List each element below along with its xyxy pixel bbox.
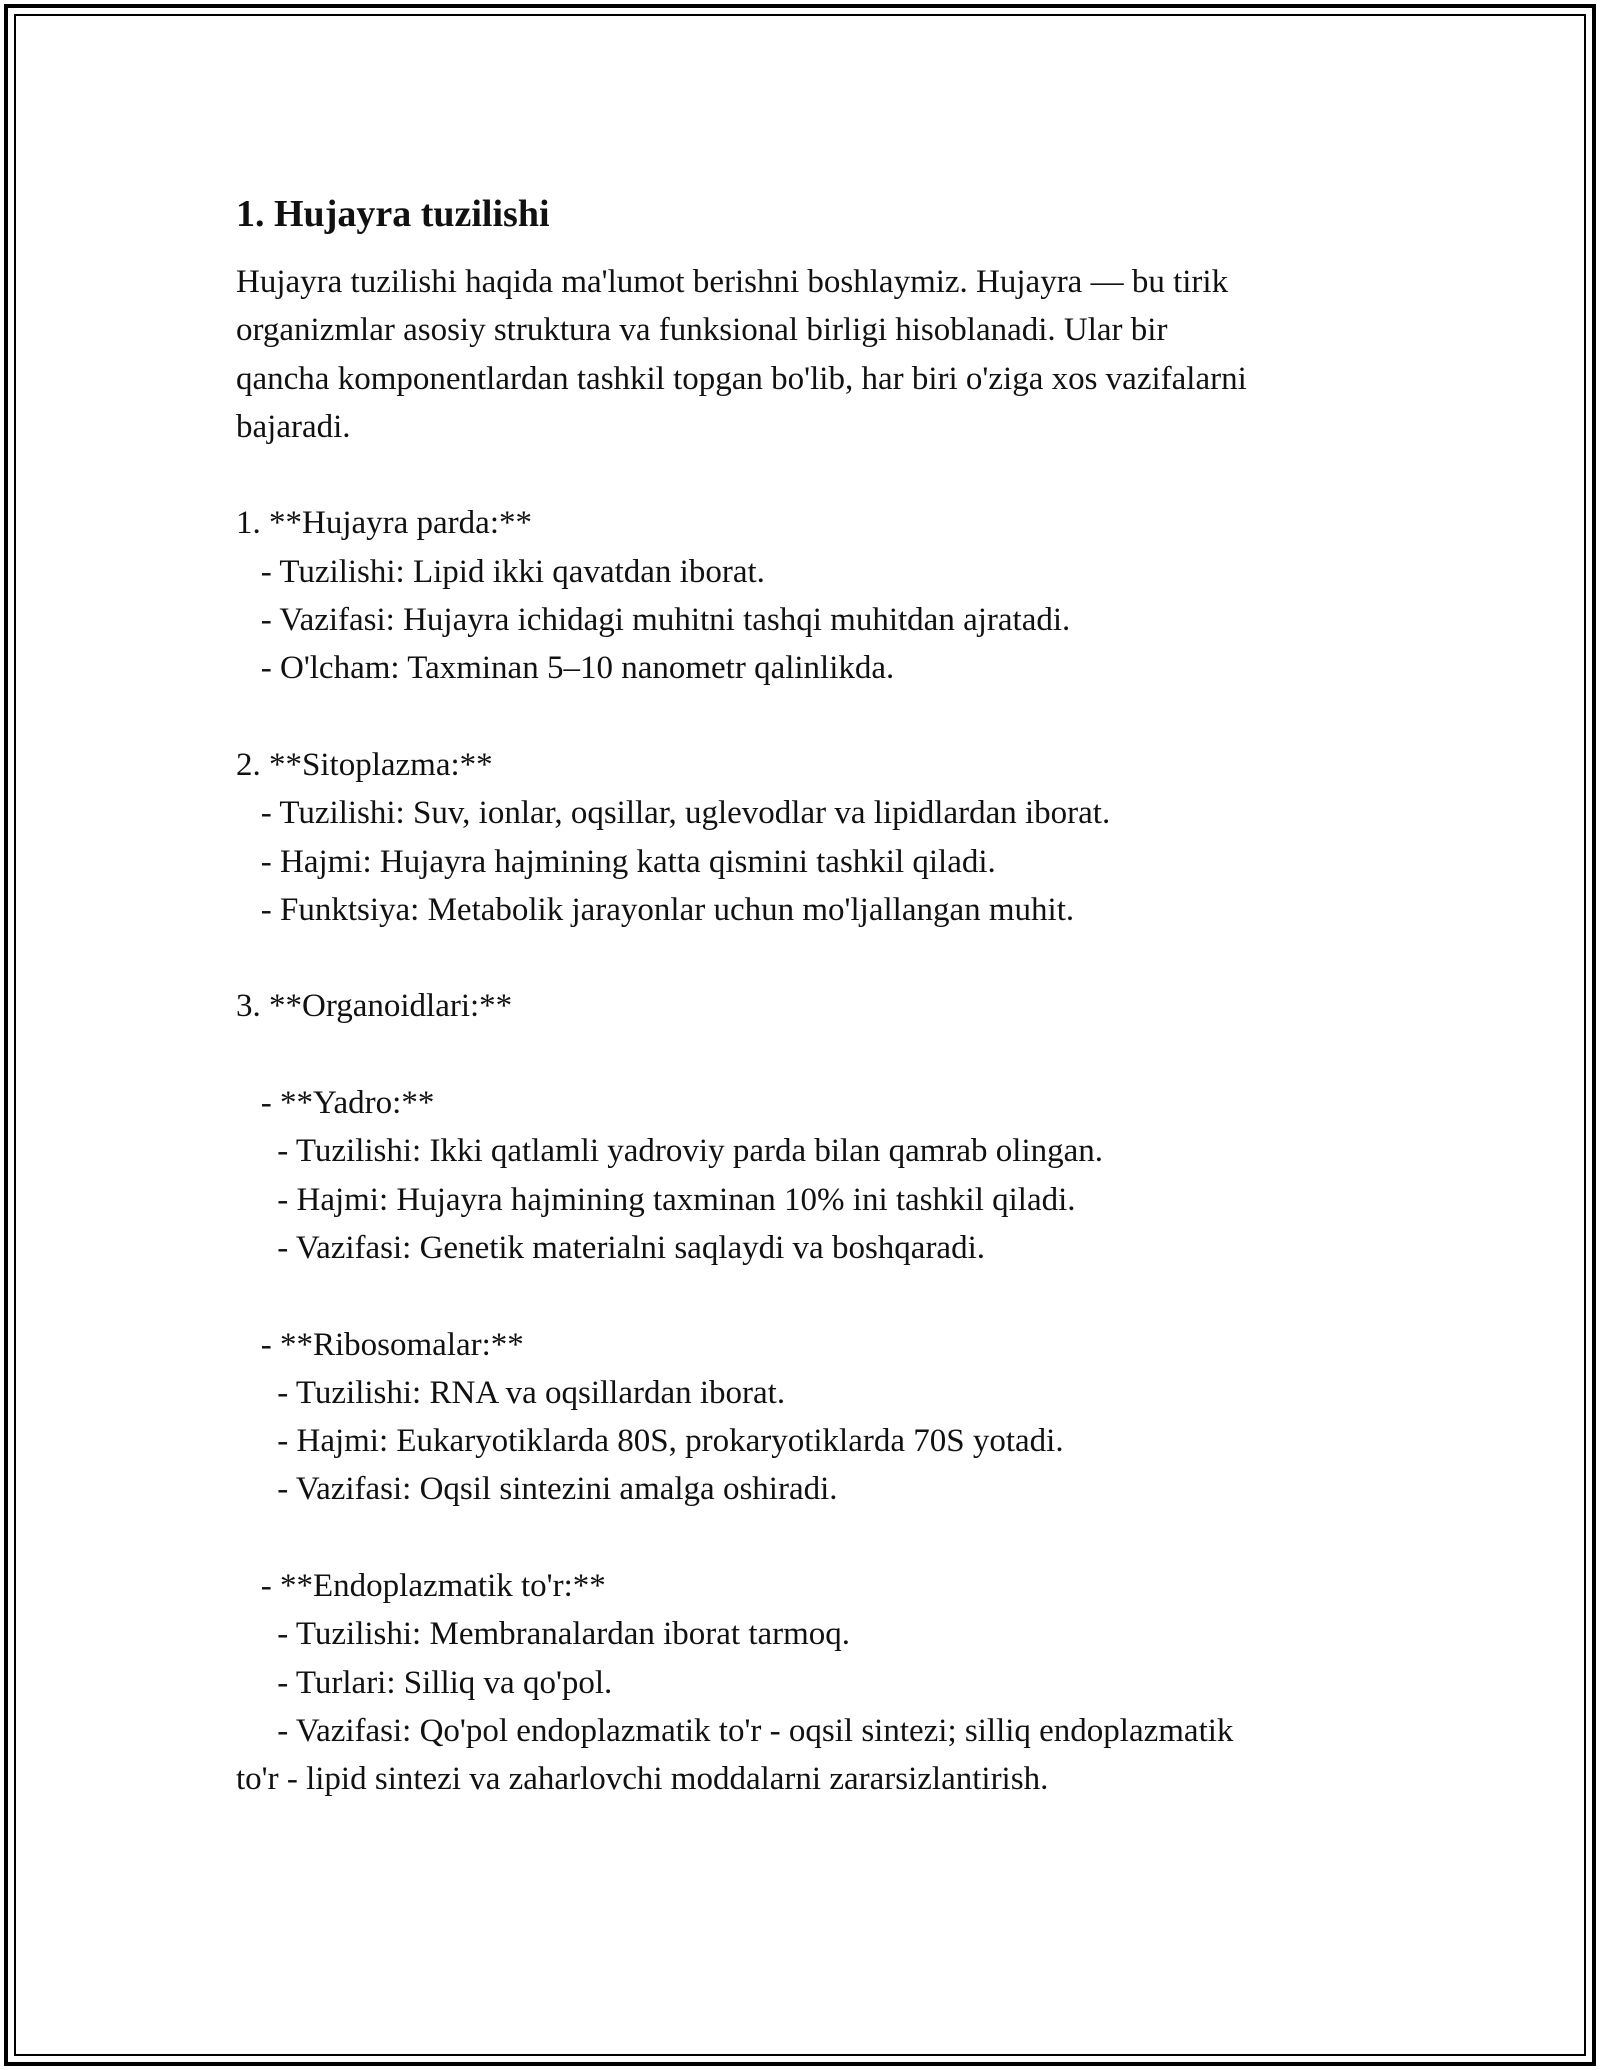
text-line: - Hajmi: Hujayra hajmining katta qismini tashkil qiladi.	[236, 843, 996, 880]
text-line: organizmlar asosiy struktura va funksional birligi hisoblanadi. Ular bir	[236, 312, 1168, 349]
text-line: - Tuzilishi: Ikki qatlamli yadroviy parda bilan qamrab olingan.	[236, 1133, 1104, 1170]
text-line: qancha komponentlardan tashkil topgan bo'lib, har biri o'ziga xos vazifalarni	[236, 360, 1247, 397]
text-line: to'r - lipid sintezi va zaharlovchi moddalarni zararsizlantirish.	[236, 1761, 1049, 1798]
text-line: 2. **Sitoplazma:**	[236, 746, 493, 783]
text-line: - Vazifasi: Oqsil sintezini amalga oshiradi.	[236, 1471, 838, 1508]
text-line: - Vazifasi: Qo'pol endoplazmatik to'r - oqsil sintezi; silliq endoplazmatik	[236, 1712, 1234, 1749]
text-line: - Turlari: Silliq va qo'pol.	[236, 1664, 613, 1701]
text-line: - **Yadro:**	[236, 1085, 435, 1122]
text-line: bajaradi.	[236, 408, 351, 445]
text-line: - Tuzilishi: RNA va oqsillardan iborat.	[236, 1374, 786, 1411]
text-line: Hujayra tuzilishi haqida ma'lumot berishni boshlaymiz. Hujayra — bu tirik	[236, 264, 1229, 300]
text-line: - Funktsiya: Metabolik jarayonlar uchun mo'ljallangan muhit.	[236, 891, 1075, 928]
blank-line	[236, 1272, 1366, 1320]
text-line: - Tuzilishi: Membranalardan iborat tarmoq.	[236, 1616, 851, 1653]
text-line: 1. **Hujayra parda:**	[236, 505, 532, 542]
text-line: 3. **Organoidlari:**	[236, 988, 513, 1025]
text-line: - Hajmi: Eukaryotiklarda 80S, prokaryotiklarda 70S yotadi.	[236, 1423, 1064, 1460]
blank-line	[236, 1514, 1366, 1562]
text-line: - **Endoplazmatik to'r:**	[236, 1568, 606, 1605]
blank-line	[236, 451, 1366, 499]
blank-line	[236, 1031, 1366, 1079]
text-line: - **Ribosomalar:**	[236, 1326, 524, 1363]
blank-line	[236, 693, 1366, 741]
text-line: - Vazifasi: Genetik materialni saqlaydi va boshqaradi.	[236, 1229, 985, 1266]
text-line: - Vazifasi: Hujayra ichidagi muhitni tashqi muhitdan ajratadi.	[236, 602, 1071, 639]
text-line: - Tuzilishi: Suv, ionlar, oqsillar, uglevodlar va lipidlardan iborat.	[236, 795, 1111, 832]
text-line: - O'lcham: Taxminan 5–10 nanometr qalinlikda.	[236, 650, 895, 687]
blank-line	[236, 934, 1366, 982]
document-body	[236, 258, 1366, 1804]
text-line: - Hajmi: Hujayra hajmining taxminan 10% ini tashkil qiladi.	[236, 1181, 1076, 1218]
text-line: - Tuzilishi: Lipid ikki qavatdan iborat.	[236, 553, 765, 590]
section-heading: 1. Hujayra tuzilishi	[236, 193, 550, 235]
document-page	[236, 188, 1366, 1804]
